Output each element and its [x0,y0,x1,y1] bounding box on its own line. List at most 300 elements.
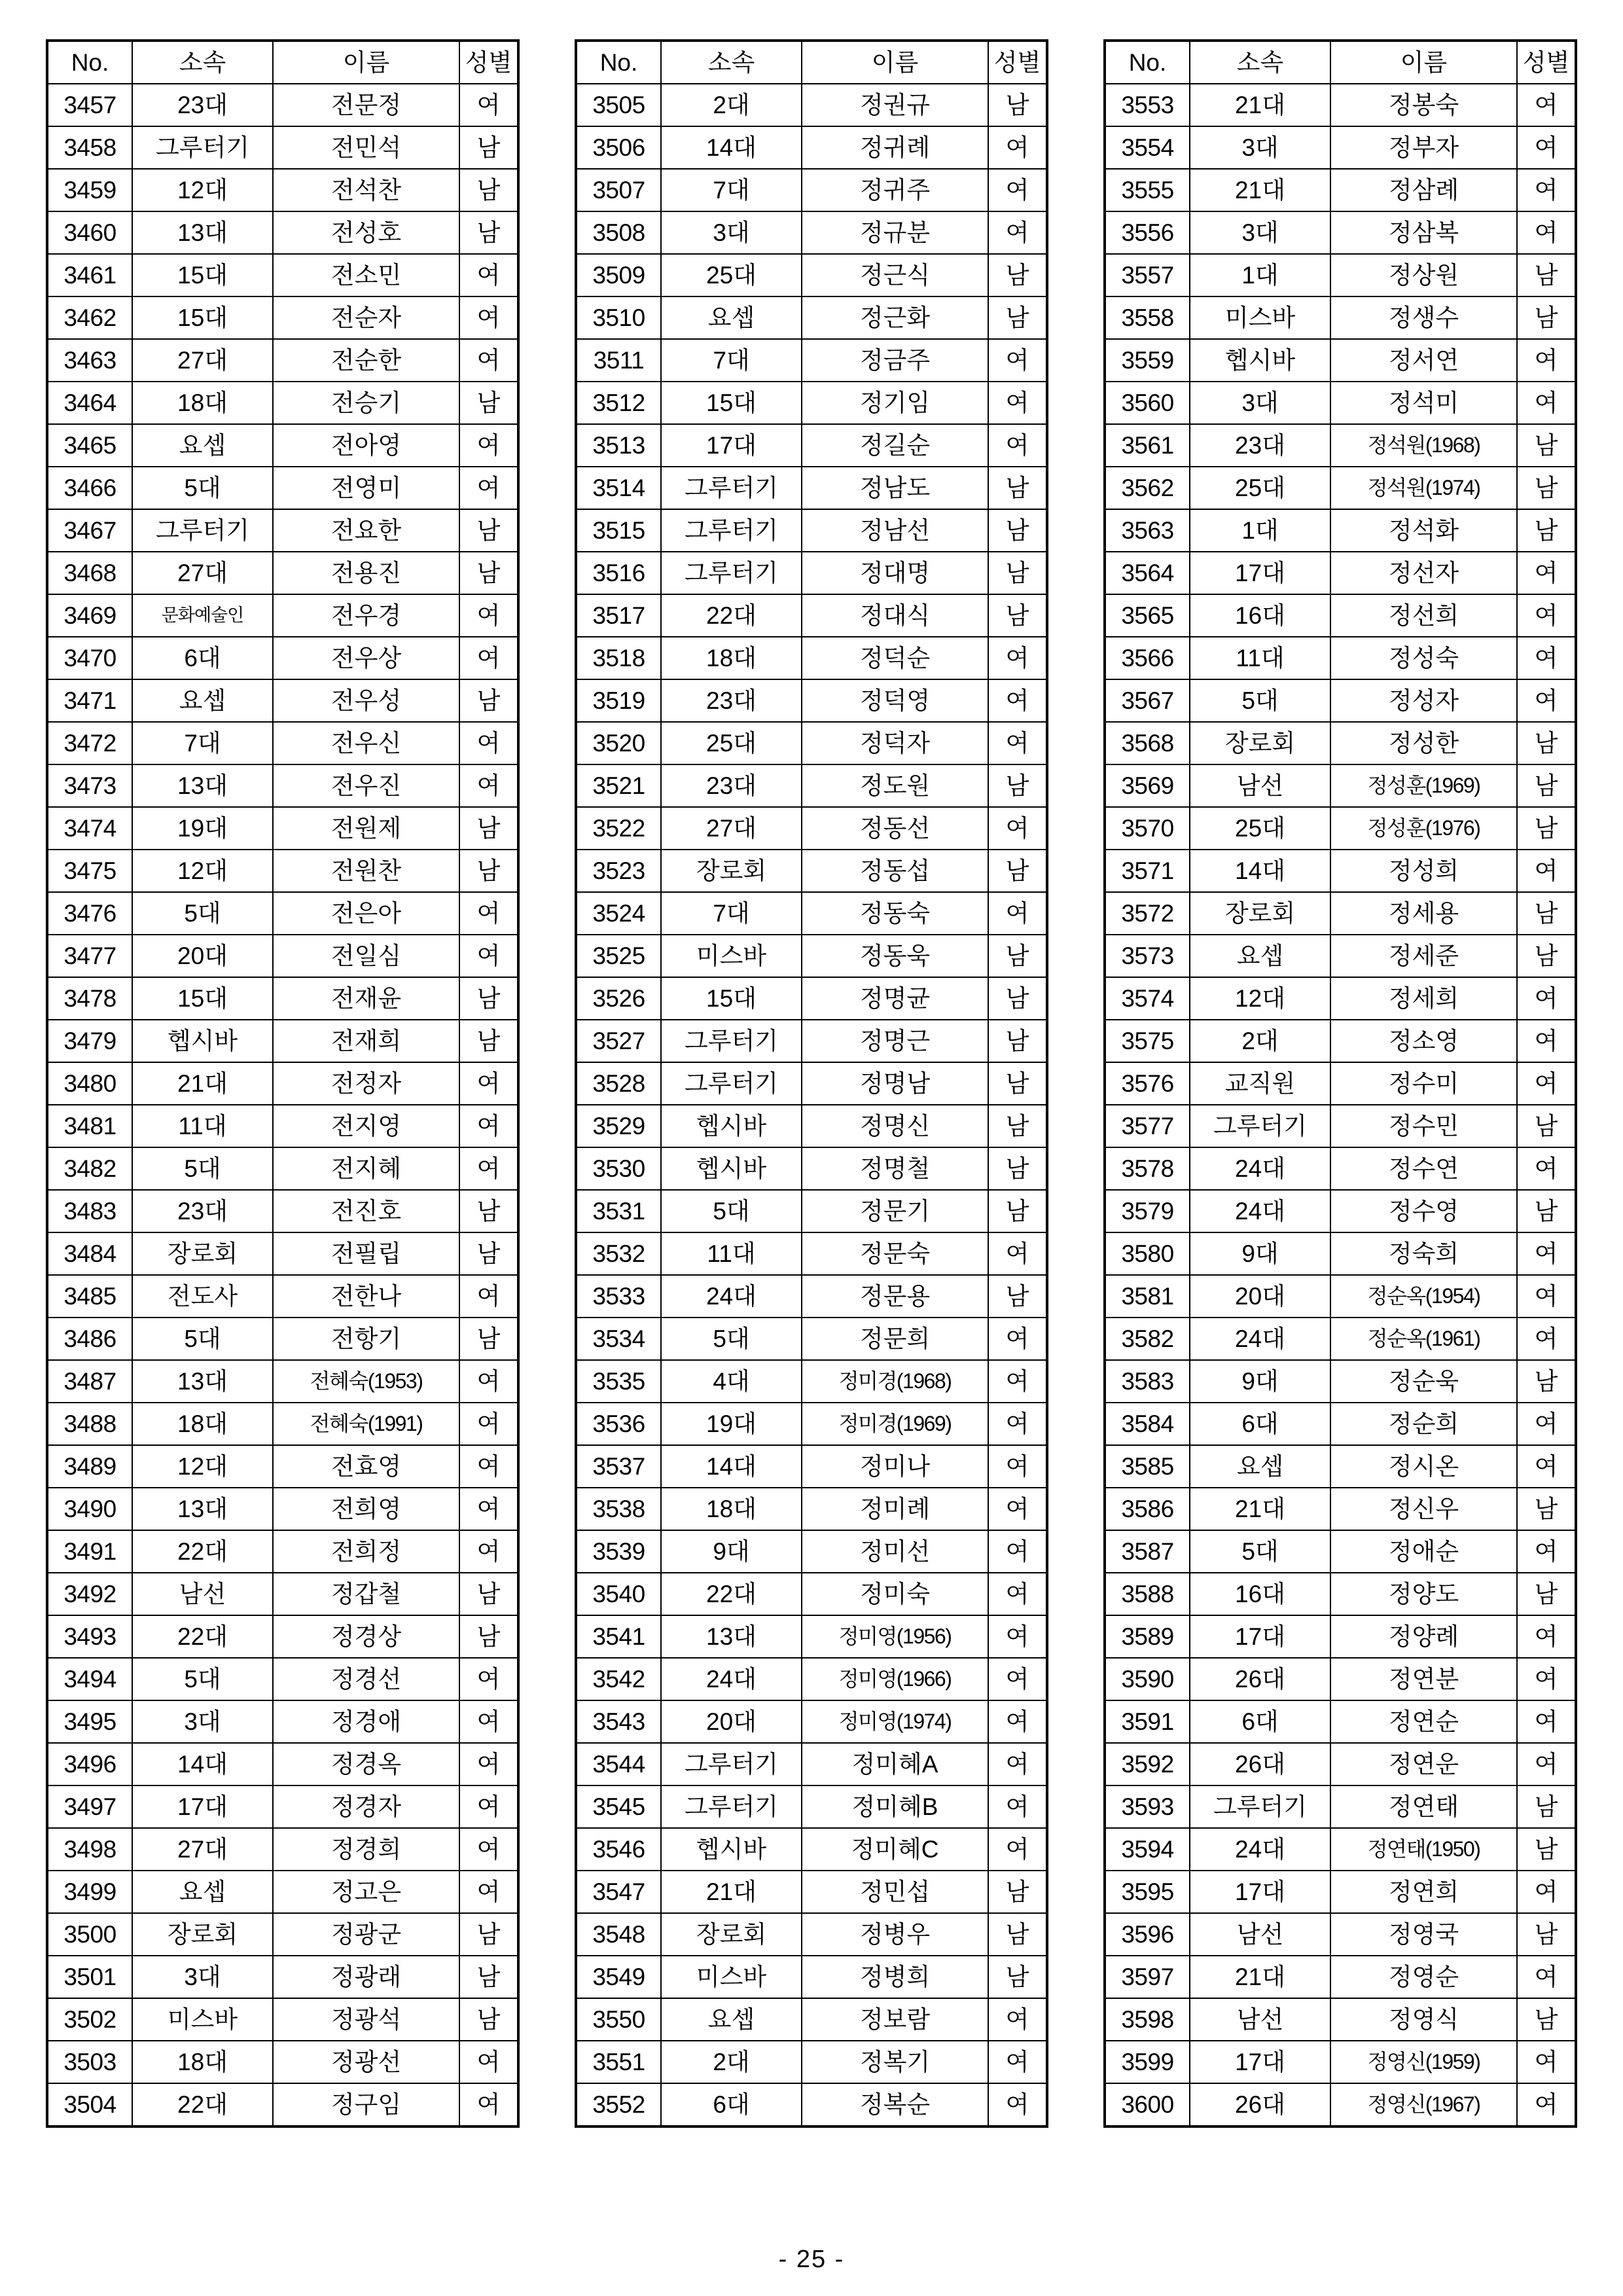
cell-no: 3552 [576,2083,661,2126]
cell-gender: 여 [1517,1062,1576,1105]
table-header-row [47,41,518,84]
cell-name: 정복기 [802,2041,988,2083]
cell-name: 정연분 [1330,1658,1517,1700]
cell-affiliation: 3대 [132,1700,273,1743]
cell-affiliation: 그루터기 [1190,1105,1330,1147]
cell-affiliation: 23대 [661,764,802,807]
table-row [576,764,1047,807]
cell-no: 3573 [1105,935,1190,977]
cell-no: 3518 [576,637,661,679]
cell-no: 3569 [1105,764,1190,807]
cell-affiliation: 미스바 [1190,296,1330,339]
cell-no: 3496 [47,1743,132,1785]
cell-name: 정성한 [1330,722,1517,764]
cell-name: 전한나 [273,1275,459,1318]
cell-name: 정갑철 [273,1573,459,1615]
table-row [1105,892,1576,935]
table-row [1105,850,1576,892]
cell-affiliation: 헵시바 [661,1147,802,1190]
table-row [47,594,518,637]
table-row [576,1488,1047,1530]
table-row [1105,1403,1576,1445]
table-row [1105,1658,1576,1700]
cell-name: 전우신 [273,722,459,764]
cell-name: 정미영(1974) [802,1700,988,1743]
cell-gender: 여 [988,1573,1047,1615]
cell-name: 정소영 [1330,1020,1517,1062]
table-row [47,1871,518,1913]
cell-name: 전아영 [273,424,459,467]
cell-gender: 여 [1517,1743,1576,1785]
cell-affiliation: 2대 [1190,1020,1330,1062]
cell-affiliation: 5대 [132,1658,273,1700]
cell-affiliation: 그루터기 [661,467,802,509]
column-header-affiliation: 소속 [661,41,802,84]
cell-name: 정순옥(1954) [1330,1275,1517,1318]
cell-affiliation: 3대 [1190,211,1330,254]
table-row [47,339,518,382]
table-row [576,1105,1047,1147]
cell-gender: 남 [988,84,1047,126]
cell-affiliation: 5대 [132,892,273,935]
table-row [576,169,1047,211]
cell-no: 3472 [47,722,132,764]
cell-name: 정상원 [1330,254,1517,296]
cell-name: 전재윤 [273,977,459,1020]
cell-no: 3510 [576,296,661,339]
cell-gender: 남 [1517,892,1576,935]
cell-affiliation: 21대 [1190,1956,1330,1998]
cell-no: 3508 [576,211,661,254]
cell-name: 정동선 [802,807,988,850]
cell-affiliation: 26대 [1190,1743,1330,1785]
cell-name: 정미나 [802,1445,988,1488]
cell-affiliation: 장로회 [132,1913,273,1956]
cell-no: 3498 [47,1828,132,1871]
table-row [47,424,518,467]
table-row [47,84,518,126]
cell-affiliation: 7대 [661,169,802,211]
cell-gender: 여 [459,424,518,467]
cell-gender: 남 [1517,467,1576,509]
cell-affiliation: 그루터기 [661,1020,802,1062]
cell-affiliation: 20대 [132,935,273,977]
cell-gender: 여 [459,594,518,637]
cell-gender: 여 [459,296,518,339]
cell-gender: 남 [988,1275,1047,1318]
cell-name: 정명철 [802,1147,988,1190]
table-row [576,1828,1047,1871]
cell-affiliation: 요셉 [132,679,273,722]
cell-affiliation: 그루터기 [661,552,802,594]
cell-gender: 여 [459,254,518,296]
cell-affiliation: 20대 [1190,1275,1330,1318]
cell-name: 전지영 [273,1105,459,1147]
cell-no: 3595 [1105,1871,1190,1913]
table-row [47,552,518,594]
cell-no: 3493 [47,1615,132,1658]
cell-no: 3571 [1105,850,1190,892]
cell-name: 전우성 [273,679,459,722]
table-row [576,679,1047,722]
cell-gender: 남 [459,1913,518,1956]
cell-name: 정경애 [273,1700,459,1743]
cell-name: 정규분 [802,211,988,254]
cell-affiliation: 13대 [132,1360,273,1403]
cell-gender: 여 [988,722,1047,764]
cell-affiliation: 15대 [661,382,802,424]
cell-no: 3535 [576,1360,661,1403]
table-row [1105,1020,1576,1062]
table-row [47,1403,518,1445]
table-row [1105,552,1576,594]
cell-no: 3479 [47,1020,132,1062]
cell-gender: 남 [988,594,1047,637]
cell-name: 전혜숙(1953) [273,1360,459,1403]
cell-affiliation: 26대 [1190,1658,1330,1700]
cell-affiliation: 그루터기 [661,509,802,552]
cell-no: 3505 [576,84,661,126]
cell-name: 정선희 [1330,594,1517,637]
cell-gender: 여 [459,764,518,807]
cell-gender: 남 [1517,1828,1576,1871]
cell-gender: 여 [1517,2083,1576,2126]
cell-gender: 남 [988,1190,1047,1232]
cell-name: 정석화 [1330,509,1517,552]
cell-gender: 남 [1517,1105,1576,1147]
cell-affiliation: 17대 [132,1785,273,1828]
table-row [47,382,518,424]
cell-no: 3459 [47,169,132,211]
cell-name: 정석원(1974) [1330,467,1517,509]
cell-name: 정명신 [802,1105,988,1147]
cell-name: 정명균 [802,977,988,1020]
cell-no: 3501 [47,1956,132,1998]
cell-no: 3600 [1105,2083,1190,2126]
cell-no: 3527 [576,1020,661,1062]
cell-name: 전희영 [273,1488,459,1530]
table-row [1105,211,1576,254]
cell-gender: 여 [988,169,1047,211]
column-header-no: No. [1105,41,1190,84]
cell-name: 정경희 [273,1828,459,1871]
table-row [47,807,518,850]
table-row [1105,1743,1576,1785]
cell-no: 3478 [47,977,132,1020]
cell-name: 정기임 [802,382,988,424]
cell-gender: 남 [988,509,1047,552]
cell-affiliation: 5대 [1190,1530,1330,1573]
cell-affiliation: 5대 [132,1318,273,1360]
cell-gender: 남 [459,850,518,892]
cell-name: 정봉숙 [1330,84,1517,126]
cell-no: 3583 [1105,1360,1190,1403]
cell-no: 3533 [576,1275,661,1318]
cell-affiliation: 18대 [132,382,273,424]
table-row [576,1062,1047,1105]
cell-affiliation: 그루터기 [132,126,273,169]
cell-no: 3503 [47,2041,132,2083]
cell-no: 3484 [47,1232,132,1275]
cell-no: 3513 [576,424,661,467]
cell-no: 3577 [1105,1105,1190,1147]
cell-gender: 여 [459,1105,518,1147]
cell-gender: 남 [1517,254,1576,296]
table-row [576,637,1047,679]
cell-name: 정근화 [802,296,988,339]
table-row [1105,169,1576,211]
cell-no: 3529 [576,1105,661,1147]
cell-name: 정덕영 [802,679,988,722]
table-row [1105,1828,1576,1871]
cell-no: 3483 [47,1190,132,1232]
table-row [1105,1785,1576,1828]
table-row [576,1232,1047,1275]
cell-no: 3594 [1105,1828,1190,1871]
table-row [47,1956,518,1998]
cell-no: 3539 [576,1530,661,1573]
cell-gender: 여 [459,1530,518,1573]
cell-gender: 여 [988,1530,1047,1573]
cell-gender: 여 [988,211,1047,254]
cell-affiliation: 3대 [1190,126,1330,169]
cell-name: 정시온 [1330,1445,1517,1488]
table-row [1105,1488,1576,1530]
cell-affiliation: 11대 [1190,637,1330,679]
cell-name: 정광선 [273,2041,459,2083]
cell-name: 정영신(1967) [1330,2083,1517,2126]
cell-name: 정미례 [802,1488,988,1530]
table-row [1105,935,1576,977]
cell-affiliation: 6대 [1190,1700,1330,1743]
column-header-name: 이름 [802,41,988,84]
cell-gender: 여 [459,637,518,679]
cell-gender: 여 [459,467,518,509]
cell-gender: 남 [459,552,518,594]
cell-affiliation: 15대 [132,254,273,296]
cell-no: 3590 [1105,1658,1190,1700]
table-row [1105,296,1576,339]
cell-no: 3464 [47,382,132,424]
table-row [576,977,1047,1020]
cell-affiliation: 문화예술인 [132,594,273,637]
cell-gender: 남 [459,1318,518,1360]
cell-name: 정신우 [1330,1488,1517,1530]
table-row [47,637,518,679]
cell-affiliation: 27대 [132,552,273,594]
cell-affiliation: 18대 [661,1488,802,1530]
cell-name: 정덕순 [802,637,988,679]
cell-affiliation: 24대 [661,1658,802,1700]
cell-no: 3570 [1105,807,1190,850]
table-row [47,296,518,339]
cell-no: 3565 [1105,594,1190,637]
cell-name: 정선자 [1330,552,1517,594]
cell-affiliation: 남선 [1190,1913,1330,1956]
cell-gender: 여 [459,84,518,126]
table-row [47,1573,518,1615]
cell-no: 3528 [576,1062,661,1105]
table-row [576,1785,1047,1828]
cell-gender: 여 [459,1743,518,1785]
cell-gender: 여 [1517,1445,1576,1488]
column-header-no: No. [576,41,661,84]
cell-affiliation: 18대 [132,2041,273,2083]
cell-name: 정연태 [1330,1785,1517,1828]
cell-gender: 여 [988,126,1047,169]
cell-name: 전순한 [273,339,459,382]
cell-name: 정광래 [273,1956,459,1998]
table-row [576,126,1047,169]
cell-name: 정광군 [273,1913,459,1956]
cell-name: 전민석 [273,126,459,169]
cell-affiliation: 9대 [1190,1232,1330,1275]
cell-affiliation: 장로회 [1190,722,1330,764]
table-row [576,339,1047,382]
cell-affiliation: 15대 [661,977,802,1020]
table-row [1105,1275,1576,1318]
table-row [47,254,518,296]
cell-gender: 남 [988,1956,1047,1998]
cell-no: 3588 [1105,1573,1190,1615]
cell-gender: 남 [988,552,1047,594]
cell-no: 3589 [1105,1615,1190,1658]
cell-no: 3519 [576,679,661,722]
cell-name: 정귀주 [802,169,988,211]
column-header-affiliation: 소속 [132,41,273,84]
cell-affiliation: 22대 [132,1530,273,1573]
cell-gender: 여 [1517,169,1576,211]
cell-name: 정수미 [1330,1062,1517,1105]
cell-gender: 여 [1517,1956,1576,1998]
cell-gender: 여 [1517,1615,1576,1658]
cell-name: 정부자 [1330,126,1517,169]
cell-name: 정덕자 [802,722,988,764]
cell-gender: 여 [988,1232,1047,1275]
table-row [1105,1062,1576,1105]
cell-affiliation: 17대 [1190,2041,1330,2083]
cell-name: 정경상 [273,1615,459,1658]
cell-no: 3481 [47,1105,132,1147]
cell-name: 정동섭 [802,850,988,892]
cell-affiliation: 23대 [132,84,273,126]
table-row [47,211,518,254]
cell-name: 정대식 [802,594,988,637]
cell-affiliation: 26대 [1190,2083,1330,2126]
cell-affiliation: 헵시바 [661,1828,802,1871]
cell-affiliation: 22대 [661,594,802,637]
cell-gender: 남 [1517,807,1576,850]
cell-no: 3568 [1105,722,1190,764]
cell-affiliation: 5대 [661,1318,802,1360]
cell-gender: 남 [1517,1360,1576,1403]
table-row [1105,424,1576,467]
cell-no: 3523 [576,850,661,892]
cell-affiliation: 미스바 [661,935,802,977]
cell-no: 3497 [47,1785,132,1828]
cell-gender: 여 [459,935,518,977]
table-row [1105,339,1576,382]
cell-name: 정복순 [802,2083,988,2126]
cell-gender: 여 [1517,1700,1576,1743]
cell-affiliation: 헵시바 [661,1105,802,1147]
cell-gender: 여 [459,892,518,935]
table-row [1105,679,1576,722]
cell-name: 정영국 [1330,1913,1517,1956]
cell-name: 전요한 [273,509,459,552]
cell-no: 3500 [47,1913,132,1956]
cell-gender: 남 [988,467,1047,509]
cell-affiliation: 2대 [661,2041,802,2083]
cell-no: 3544 [576,1743,661,1785]
cell-gender: 남 [988,1913,1047,1956]
cell-affiliation: 25대 [661,722,802,764]
cell-no: 3507 [576,169,661,211]
cell-gender: 여 [459,1828,518,1871]
cell-no: 3460 [47,211,132,254]
table-row [47,1105,518,1147]
cell-name: 전소민 [273,254,459,296]
cell-affiliation: 1대 [1190,509,1330,552]
cell-name: 정미선 [802,1530,988,1573]
cell-name: 전용진 [273,552,459,594]
cell-name: 정금주 [802,339,988,382]
table-row [47,1998,518,2041]
cell-no: 3582 [1105,1318,1190,1360]
table-row [47,169,518,211]
cell-gender: 남 [988,1105,1047,1147]
table-row [1105,1530,1576,1573]
cell-no: 3489 [47,1445,132,1488]
cell-name: 전순자 [273,296,459,339]
cell-name: 정영식 [1330,1998,1517,2041]
cell-no: 3534 [576,1318,661,1360]
cell-no: 3502 [47,1998,132,2041]
cell-gender: 남 [988,935,1047,977]
table-row [576,722,1047,764]
table-row [1105,1360,1576,1403]
cell-gender: 여 [459,1658,518,1700]
cell-no: 3536 [576,1403,661,1445]
table-row [47,850,518,892]
cell-gender: 남 [988,1020,1047,1062]
cell-name: 전원제 [273,807,459,850]
cell-gender: 남 [459,1232,518,1275]
cell-name: 정성훈(1976) [1330,807,1517,850]
cell-name: 정고은 [273,1871,459,1913]
cell-no: 3511 [576,339,661,382]
cell-affiliation: 요셉 [132,424,273,467]
table-row [47,764,518,807]
cell-name: 정명근 [802,1020,988,1062]
cell-gender: 여 [988,892,1047,935]
cell-no: 3563 [1105,509,1190,552]
cell-gender: 여 [1517,1232,1576,1275]
cell-name: 정순희 [1330,1403,1517,1445]
cell-name: 정석미 [1330,382,1517,424]
cell-no: 3538 [576,1488,661,1530]
cell-name: 전항기 [273,1318,459,1360]
table-row [576,84,1047,126]
cell-affiliation: 15대 [132,977,273,1020]
cell-gender: 여 [988,1360,1047,1403]
cell-affiliation: 9대 [661,1530,802,1573]
table-row [47,1232,518,1275]
table-row [576,1147,1047,1190]
table-row [576,1403,1047,1445]
table-row [47,1530,518,1573]
cell-gender: 여 [459,1360,518,1403]
